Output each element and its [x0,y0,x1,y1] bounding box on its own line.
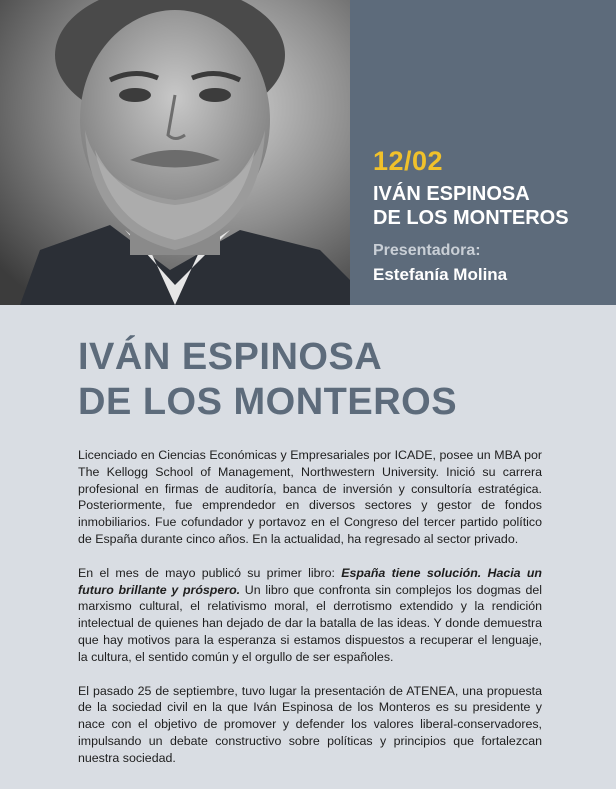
paragraph-atenea: El pasado 25 de septiembre, tuvo lugar la presentación de ATENEA, una propuesta de la sociedad civil en la que Iván Espinosa de los Monteros es su presidente y nace con el objetivo de promover y defender los valores liberal-conservadores, impulsando un debate constructivo sobre políticas y principios que fortalezcan nuestra sociedad. [78,683,542,765]
article-title [78,335,548,425]
book-title: España tiene solución. Hacia un futuro brillante y próspero. [78,565,542,597]
book-description: Un libro que confronta sin complejos los dogmas del marxismo cultural, el relativismo moral, el derrotismo extendido y la rendición intelectual de quienes han dejado de dar la batalla de las ideas. Y donde demuestra que hay motivos para la esperanza si estamos dispuestos a recuperar el lenguaje, la cultura, el sentido común y el orgullo de ser españoles. [78,582,542,664]
article [0,305,616,789]
presenter-name: Estefanía Molina [373,265,508,284]
header-banner [0,0,616,305]
speaker-portrait [0,0,350,305]
paragraph-biography: Licenciado en Ciencias Económicas y Empresariales por ICADE, posee un MBA por The Kellogg School of Management, Northwestern University. Inició su carrera profesional en firmas de auditoría, banca de inversión y consultoría estratégica. Posteriormente, fue emprendedor en diversos sectores y gestor de fondos inmobiliarios. Fue cofundador y portavoz en el Congreso del tercer partido político de España durante cinco años. En la actualidad, ha regresado al sector privado. [78,448,542,546]
speaker-name-line1: IVÁN ESPINOSA [373,183,530,205]
event-date: 12/02 [373,146,444,176]
article-title-line2: DE LOS MONTEROS [78,381,458,423]
book-intro-text: En el mes de mayo publicó su primer libro: [78,565,342,580]
speaker-name-line2: DE LOS MONTEROS [373,207,569,229]
article-title-line1: IVÁN ESPINOSA [78,336,383,378]
portrait-illustration [0,0,350,305]
speaker-name [373,182,613,230]
article-body [78,447,542,784]
event-info-panel [350,0,616,305]
presenter-label: Presentadora: [373,242,481,259]
paragraph-book [78,565,542,666]
